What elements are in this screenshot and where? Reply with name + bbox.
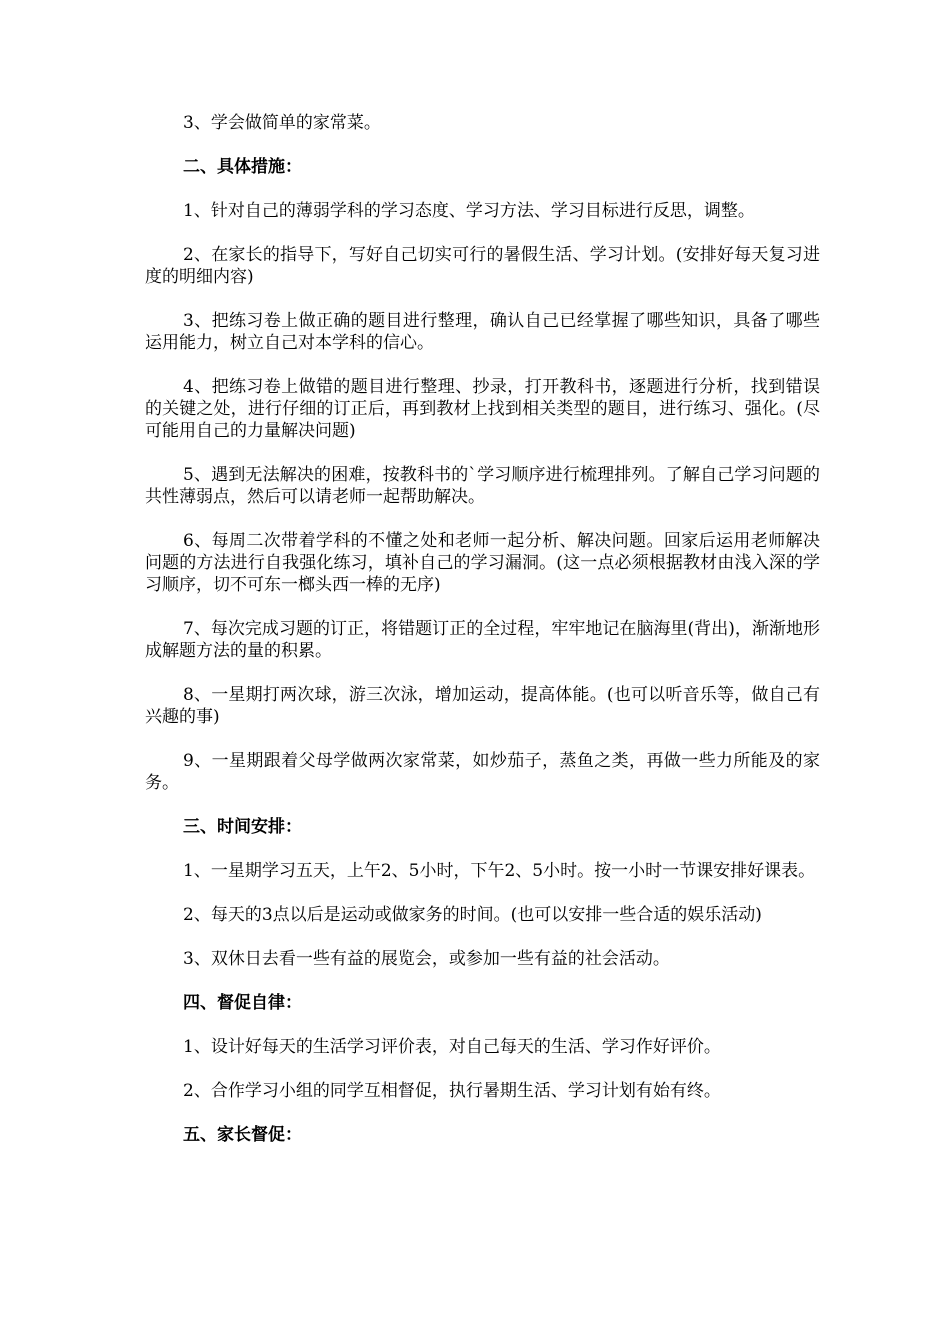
section-heading: 五、家长督促： [183,1125,302,1145]
paragraph: 2、合作学习小组的同学互相督促，执行暑期生活、学习计划有始有终。 [183,1081,721,1101]
paragraph: 2、在家长的指导下，写好自己切实可行的暑假生活、学习计划。(安排好每天复习进度的明细内容) [145,245,820,287]
paragraph: 4、把练习卷上做错的题目进行整理、抄录，打开教科书，逐题进行分析，找到错误的关键之处，进行仔细的订正后，再到教材上找到相关类型的题目，进行练习、强化。(尽可能用自己的力量解决问题) [145,377,820,441]
paragraph: 3、双休日去看一些有益的展览会，或参加一些有益的社会活动。 [183,949,670,969]
paragraph: 3、学会做简单的家常菜。 [183,113,381,133]
paragraph: 2、每天的3点以后是运动或做家务的时间。(也可以安排一些合适的娱乐活动) [183,905,762,925]
paragraph: 5、遇到无法解决的困难，按教科书的`学习顺序进行梳理排列。了解自己学习问题的共性薄弱点，然后可以请老师一起帮助解决。 [145,465,820,507]
paragraph: 6、每周二次带着学科的不懂之处和老师一起分析、解决问题。回家后运用老师解决问题的方法进行自我强化练习，填补自己的学习漏洞。(这一点必须根据教材由浅入深的学习顺序，切不可东一榔头西一棒的无序) [145,531,820,595]
section-heading: 二、具体措施： [183,157,302,177]
section-heading: 三、时间安排： [183,817,302,837]
paragraph: 1、针对自己的薄弱学科的学习态度、学习方法、学习目标进行反思，调整。 [183,201,755,221]
paragraph: 7、每次完成习题的订正，将错题订正的全过程，牢牢地记在脑海里(背出)，渐渐地形成解题方法的量的积累。 [145,619,820,661]
document-body [145,112,820,1168]
paragraph: 1、一星期学习五天，上午2、5小时，下午2、5小时。按一小时一节课安排好课表。 [183,861,816,881]
paragraph: 1、设计好每天的生活学习评价表，对自己每天的生活、学习作好评价。 [183,1037,721,1057]
paragraph: 8、一星期打两次球，游三次泳，增加运动，提高体能。(也可以听音乐等，做自己有兴趣的事) [145,685,820,727]
section-heading: 四、督促自律： [183,993,302,1013]
paragraph: 3、把练习卷上做正确的题目进行整理，确认自己已经掌握了哪些知识，具备了哪些运用能力，树立自己对本学科的信心。 [145,311,820,353]
paragraph: 9、一星期跟着父母学做两次家常菜，如炒茄子，蒸鱼之类，再做一些力所能及的家务。 [145,751,820,793]
